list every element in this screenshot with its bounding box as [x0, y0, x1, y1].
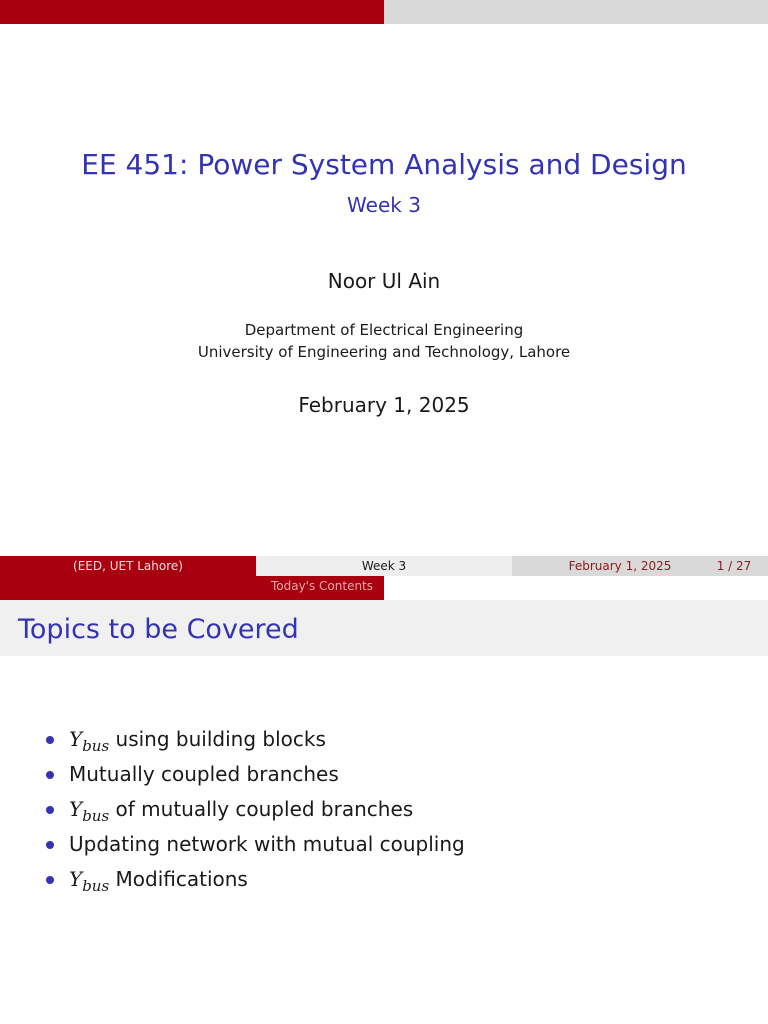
presentation-date: February 1, 2025: [298, 393, 470, 417]
author-name: Noor Ul Ain: [327, 269, 441, 293]
footer-institution: (EED, UET Lahore): [0, 556, 256, 576]
list-item-text: using building blocks: [109, 727, 326, 751]
math-symbol: Y: [69, 727, 83, 751]
bullet-icon: [46, 806, 54, 814]
list-item: [44, 722, 465, 757]
presentation-subtitle: Week 3: [347, 193, 421, 217]
math-subscript: bus: [82, 807, 110, 825]
list-item-text: Updating network with mutual coupling: [69, 832, 465, 856]
department-name: Department of Electrical Engineering: [244, 321, 524, 339]
presentation-title: EE 451: Power System Analysis and Design: [81, 148, 687, 181]
section-nav-link[interactable]: Today's Contents: [270, 579, 374, 593]
footer-date: February 1, 2025: [568, 559, 672, 573]
list-item: [44, 792, 465, 827]
math-subscript: bus: [82, 877, 110, 895]
math-subscript: bus: [82, 737, 110, 755]
slide1-top-bar-left: [0, 0, 384, 24]
bullet-icon: [46, 736, 54, 744]
topics-list: [44, 722, 465, 897]
math-symbol: Y: [69, 867, 83, 891]
list-item: [44, 862, 465, 897]
list-item-text: Modifications: [109, 867, 248, 891]
footer-page-number: 1 / 27: [716, 559, 752, 573]
list-item-text: Mutually coupled branches: [69, 762, 339, 786]
slide1-top-bar-right: [384, 0, 768, 24]
bullet-icon: [46, 876, 54, 884]
math-symbol: Y: [69, 797, 83, 821]
bullet-icon: [46, 771, 54, 779]
bullet-icon: [46, 841, 54, 849]
list-item-text: of mutually coupled branches: [109, 797, 414, 821]
university-name: University of Engineering and Technology, Lahore: [197, 343, 571, 361]
list-item: [44, 757, 465, 792]
slide2-nav-bar-right: [384, 576, 768, 600]
frame-title: Topics to be Covered: [18, 614, 299, 645]
footer-week: Week 3: [256, 556, 512, 576]
list-item: [44, 827, 465, 862]
